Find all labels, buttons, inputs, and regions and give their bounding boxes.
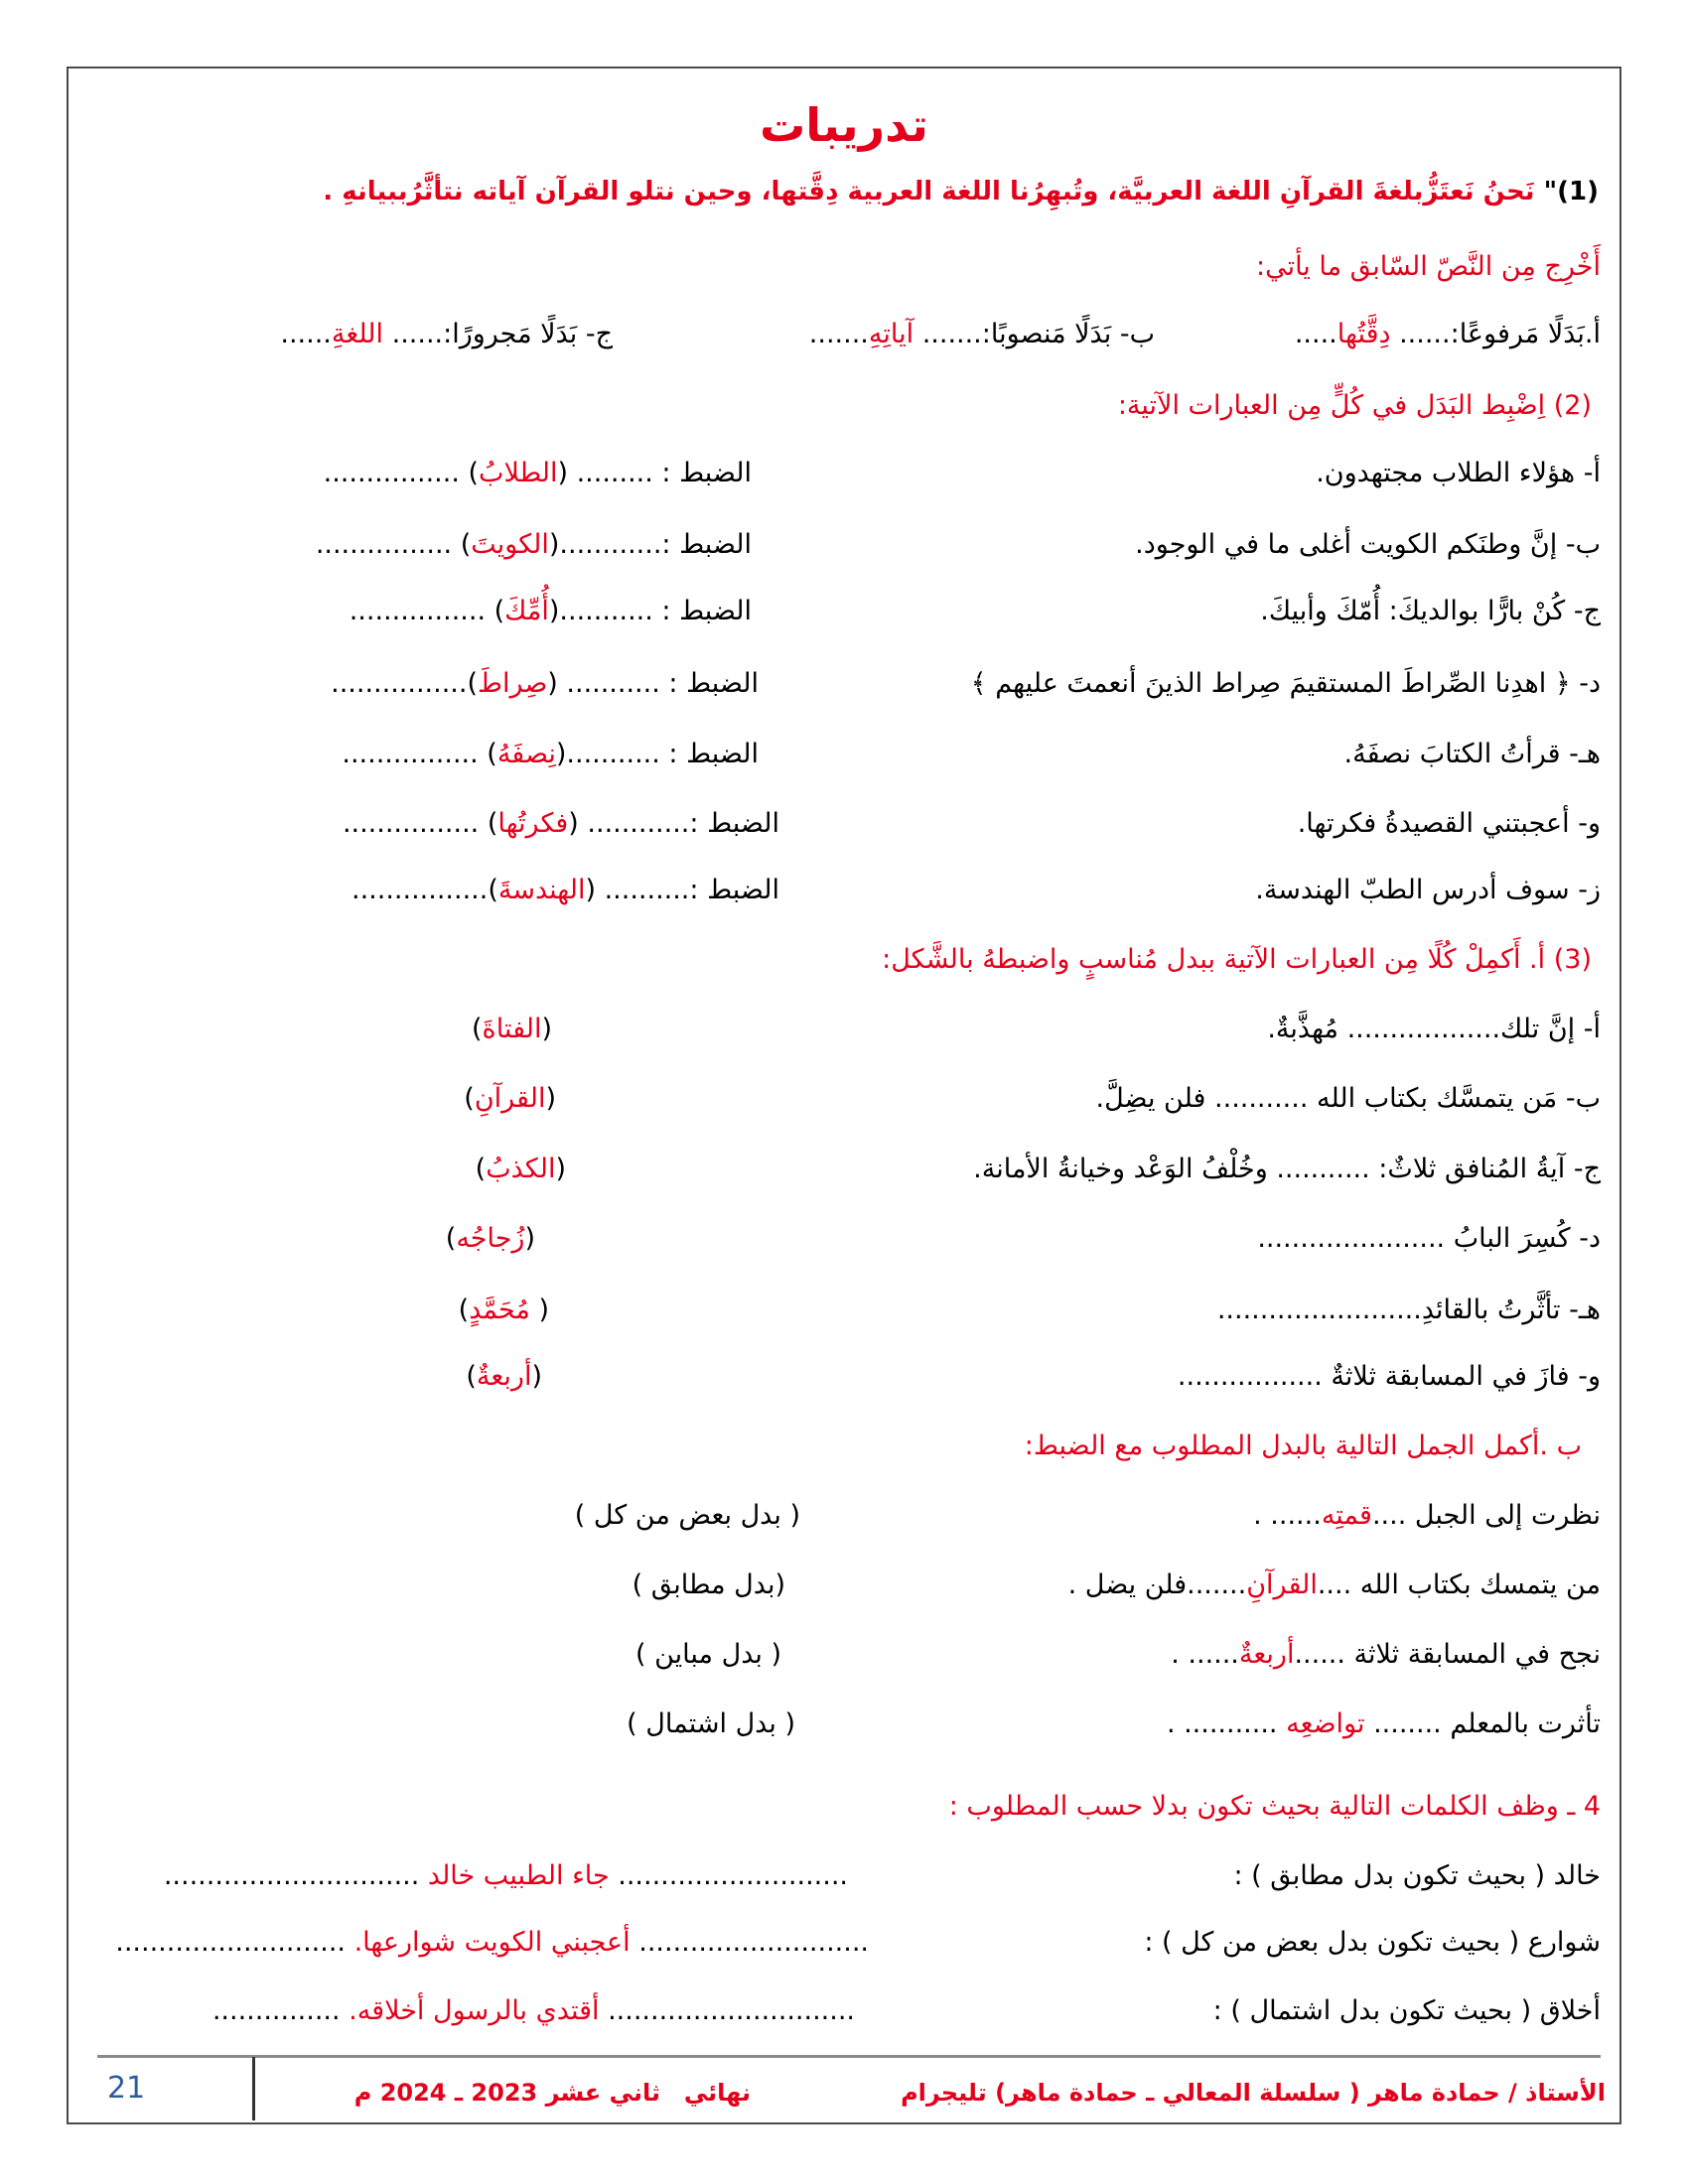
exercise3-answer: [466, 1357, 542, 1397]
trail-dots: )................: [331, 668, 478, 699]
footer-rule: [97, 2055, 1601, 2058]
key-label: الضبط : ......... (: [557, 458, 752, 488]
exercise4-prompt: شوارع ( بحيث تكون بدل بعض من كل ) :: [1144, 1927, 1601, 1958]
exercise3-answer: [459, 1291, 549, 1330]
exercise2-sentence: أ- هؤلاء الطلاب مجتهدون.: [1316, 458, 1601, 488]
paren-open: (: [524, 1223, 535, 1254]
lead-dots: ...........................: [609, 1860, 848, 1891]
sentence-before: نظرت إلى الجبل ....: [1371, 1500, 1601, 1531]
footer-credit: الأستاذ / حمادة ماهر ( سلسلة المعالي ـ حمادة ماهر) تليجرام: [901, 2079, 1606, 2107]
exercise3b-sentence: [1253, 1496, 1601, 1536]
item-trail: ......: [280, 319, 332, 349]
trail-dots: ...........................: [115, 1927, 354, 1958]
exercise3-sentence: و- فازَ في المسابقة ثلاثةٌ .................: [1177, 1361, 1601, 1392]
exercise2-sentence: د- ﴿ اهدِنا الصِّراطَ المستقيمَ صِراط الذينَ أنعمتَ عليهم ﴾: [970, 668, 1601, 699]
sentence-after: ...... .: [1253, 1500, 1322, 1531]
exercise3-answer: [472, 1010, 552, 1049]
exercise2-sentence: ج- كُنْ بارًّا بوالديكَ: أُمّكَ وأبيكَ.: [1260, 596, 1601, 626]
key-label: الضبط :.......... (: [585, 875, 779, 905]
badal-type: (بدل مطابق ): [632, 1570, 785, 1600]
item-label: ج- بَدَلًا مَجرورًا:......: [383, 319, 613, 349]
paren-close: ): [466, 1361, 477, 1392]
answer: القرآنِ: [474, 1083, 546, 1114]
paren-open: (: [529, 1295, 549, 1325]
lead-dots: .............................: [599, 1995, 855, 2026]
paren-close: ): [472, 1014, 483, 1044]
item-label: أ.بَدَلًا مَرفوعًا:......: [1390, 319, 1601, 349]
answer: زُجاجُه: [456, 1223, 525, 1254]
answer: نِصفَهُ: [496, 739, 556, 769]
exercise1-item: [1295, 315, 1601, 354]
exercise3-sentence: ج- آيةُ المُنافق ثلاثٌ: ........... وخُلْفُ الوَعْد وخيانةُ الأمانة.: [973, 1154, 1601, 1184]
trail-dots: ) ................: [349, 596, 505, 626]
answer: أربعةٌ: [476, 1361, 532, 1392]
paren-close: ): [475, 1154, 487, 1184]
answer: القرآنِ: [1246, 1570, 1318, 1600]
trail-dots: ..............................: [163, 1860, 428, 1891]
paren-open: (: [541, 1014, 552, 1044]
exercise2-sentence: هـ- قرأتُ الكتابَ نصفَهُ.: [1343, 739, 1601, 769]
exercise3-answer: [464, 1079, 556, 1119]
exercise2-answer-group: [352, 871, 779, 910]
answer: قمتِه: [1321, 1500, 1372, 1531]
exercise2-sentence: ز- سوف أدرس الطبّ الهندسة.: [1255, 875, 1601, 905]
paren-close: ): [458, 1295, 470, 1325]
exercise3b-sentence: [1167, 1705, 1601, 1744]
exercise1-passage-text: نَحنُ نَعتَزُّبلغةَ القرآنِ اللغة العربيَّة، وتُبهِرُنا اللغة العربية دِقَّتها، وحين نتلو القرآن آياته نتأثَّرُببيانهِ .: [323, 177, 1544, 206]
trail-dots: ...............: [211, 1995, 350, 2026]
answer: الهندسةَ: [497, 875, 586, 905]
answer: جاء الطبيب خالد: [427, 1860, 610, 1891]
exercise2-sentence: ب- إنَّ وطنَكم الكويت أغلى ما في الوجود.: [1135, 529, 1601, 560]
exercise1-number: (1)": [1543, 177, 1599, 206]
key-label: الضبط : ...........(: [548, 596, 752, 626]
trail-dots: ) ................: [315, 529, 472, 560]
answer: تواضعِه: [1286, 1708, 1365, 1739]
exercise3-answer: [446, 1219, 535, 1259]
exercise3-sentence: د- كُسِرَ البابُ ......................: [1257, 1223, 1601, 1254]
paren-close: ): [464, 1083, 475, 1114]
exercise3-sentence: أ- إنَّ تلك.................. مُهذَّبةٌ.: [1267, 1014, 1601, 1044]
exercise4-heading: 4 ـ وظف الكلمات التالية بحيث تكون بدلا حسب المطلوب :: [948, 1791, 1601, 1822]
paren-open: (: [555, 1154, 566, 1184]
answer: أُمِّكَ: [504, 596, 549, 626]
exercise2-answer-group: [350, 592, 752, 631]
paren-open: (: [531, 1361, 542, 1392]
answer: الكويتَ: [471, 529, 549, 560]
exercise2-answer-group: [331, 664, 759, 704]
answer: أربعةٌ: [1238, 1639, 1295, 1670]
answer: الطلابُ: [479, 458, 558, 488]
exercise4-prompt: أخلاق ( بحيث تكون بدل اشتمال ) :: [1212, 1995, 1601, 2026]
exercise4-answer-line: [164, 1856, 848, 1896]
exercise4-answer-line: [115, 1923, 869, 1963]
exercise1-item: [809, 315, 1155, 354]
exercise3b-sentence: [1171, 1635, 1601, 1675]
exercise3-sentence: هـ- تأثَّرتُ بالقائدِ........................: [1216, 1295, 1601, 1325]
exercise2-answer-group: [324, 454, 752, 493]
exercise3-answer: [476, 1150, 566, 1189]
trail-dots: ) ................: [323, 458, 480, 488]
exercise4-answer-line: [212, 1991, 855, 2031]
footer-grade: ثاني عشر 2023 ـ 2024 م: [353, 2079, 660, 2107]
exercise2-answer-group: [316, 525, 752, 565]
footer-divider: [252, 2057, 255, 2120]
paren-open: (: [545, 1083, 556, 1114]
trail-dots: ) ................: [342, 808, 498, 839]
answer: أقتدي بالرسول أخلاقه.: [349, 1995, 600, 2026]
exercise1-instruction: أَخْرِج مِن النَّصّ السّابق ما يأتي:: [1255, 251, 1601, 282]
sentence-before: نجح في المسابقة ثلاثة ......: [1294, 1639, 1601, 1670]
exercise3-sentence: ب- مَن يتمسَّك بكتاب الله ........... فلن يضِلَّ.: [1095, 1083, 1601, 1114]
sentence-after: .......فلن يضل .: [1067, 1570, 1247, 1600]
trail-dots: ) ................: [342, 739, 497, 769]
footer-level: نهائي: [683, 2079, 751, 2107]
badal-type: ( بدل مباين ): [634, 1639, 781, 1670]
exercise2-answer-group: [343, 804, 779, 844]
exercise3b-heading: ب .أكمل الجمل التالية بالبدل المطلوب مع الضبط:: [1024, 1431, 1582, 1461]
lead-dots: ...........................: [630, 1927, 869, 1958]
item-answer: اللغةِ: [331, 319, 384, 349]
item-answer: دِقَّتُها: [1336, 319, 1391, 349]
answer: أعجبني الكويت شوارعها.: [353, 1927, 631, 1958]
answer: الكذبُ: [486, 1154, 556, 1184]
key-label: الضبط : ........... (: [547, 668, 759, 699]
badal-type: ( بدل اشتمال ): [627, 1708, 795, 1739]
item-label: ب- بَدَلًا مَنصوبًا:.......: [914, 319, 1155, 349]
exercise2-sentence: و- أعجبتني القصيدةُ فكرتها.: [1297, 808, 1601, 839]
exercise3-heading: (3) أ. أَكمِلْ كُلًا مِن العبارات الآتية ببدل مُناسبٍ واضبطهُ بالشَّكل:: [882, 944, 1592, 975]
trail-dots: )................: [352, 875, 498, 905]
exercise2-heading: (2) اِضْبِط البَدَل في كُلٍّ مِن العبارات الآتية:: [1117, 390, 1592, 421]
sentence-after: ...... .: [1171, 1639, 1239, 1670]
key-label: الضبط : ...........(: [555, 739, 759, 769]
key-label: الضبط :............ (: [568, 808, 779, 839]
answer: مُحَمَّدٍ: [469, 1295, 530, 1325]
page-title: تدريبات: [760, 98, 928, 152]
exercise3b-sentence: [1068, 1566, 1601, 1605]
key-label: الضبط :............(: [548, 529, 752, 560]
sentence-before: تأثرت بالمعلم ........: [1364, 1708, 1601, 1739]
exercise2-answer-group: [342, 735, 759, 774]
badal-type: ( بدل بعض من كل ): [574, 1500, 800, 1531]
exercise1-item: [280, 315, 613, 354]
answer: الفتاةَ: [482, 1014, 542, 1044]
item-answer: آياتِهِ: [868, 319, 914, 349]
exercise1-passage: [323, 172, 1599, 211]
paren-close: ): [445, 1223, 457, 1254]
exercise4-prompt: خالد ( بحيث تكون بدل مطابق ) :: [1233, 1860, 1601, 1891]
answer: فكرتُها: [497, 808, 569, 839]
sentence-before: من يتمسك بكتاب الله ....: [1317, 1570, 1601, 1600]
page-number: 21: [107, 2071, 146, 2106]
item-trail: .....: [1294, 319, 1337, 349]
answer: صِراطَ: [477, 668, 548, 699]
item-trail: .......: [808, 319, 869, 349]
sentence-after: ........... .: [1166, 1708, 1287, 1739]
